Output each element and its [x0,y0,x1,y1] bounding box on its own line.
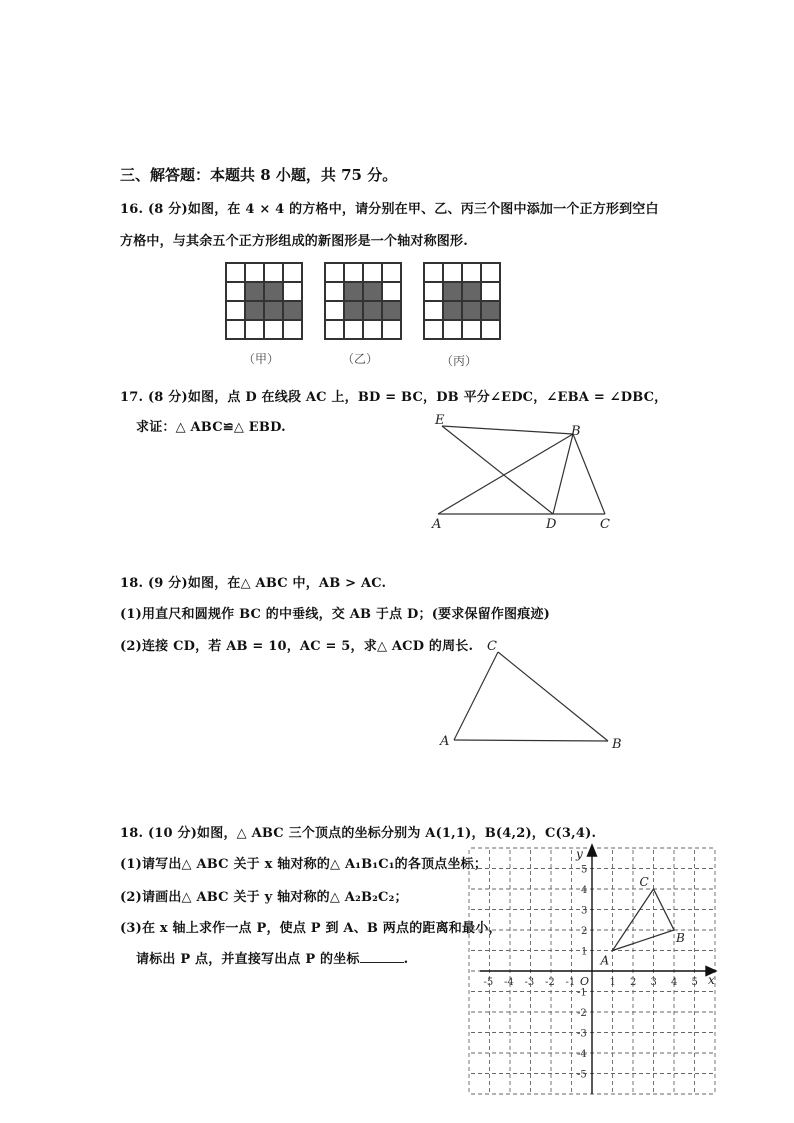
segment-CA [454,652,498,740]
x-tick-label: -1 [565,977,576,988]
y-axis-label: y [576,847,583,861]
y-tick-label: 3 [581,905,588,917]
x-tick-label: -2 [545,977,555,988]
label-B: B [571,424,581,439]
triangle-ABC [613,889,675,951]
q17-line2: 求证：△ ABC≌△ EBD. [136,420,286,435]
y-tick-label: -4 [577,1049,587,1060]
section-header: 三、解答题：本题共 8 小题，共 75 分。 [120,166,398,184]
q18b-line2: (1)请写出△ ABC 关于 x 轴对称的△ A₁B₁C₁的各顶点坐标； [120,857,488,872]
label-B: B [612,737,622,752]
q18a-line1: 18. (9 分)如图，在△ ABC 中，AB > AC. [120,576,387,591]
vertex-label-A: A [600,953,610,968]
q18b-line3: (2)请画出△ ABC 关于 y 轴对称的△ A₂B₂C₂； [120,890,408,905]
y-axis-arrow-icon [588,845,597,856]
label-C: C [487,639,497,654]
segment-CB [498,652,608,741]
x-tick-label: -5 [483,977,494,988]
caption-yi: （乙） [342,352,379,366]
q17-line1: 17. (8 分)如图，点 D 在线段 AC 上，BD = BC，DB 平分∠EDC，∠EBA = ∠DBC， [120,390,668,405]
y-tick-label: -1 [577,987,587,999]
x-tick-label: 1 [609,977,616,988]
q18b-line5-text: 请标出 P 点，并直接写出点 P 的坐标 [136,952,360,967]
q18b-line1: 18. (10 分)如图，△ ABC 三个顶点的坐标分别为 A(1,1)，B(4,2)，C(3,4). [120,826,597,841]
y-tick-label: -3 [577,1028,587,1040]
q18b-line5 [136,948,408,967]
segment-ED [442,426,553,514]
segment-EB [442,426,573,434]
x-tick-label: -4 [504,977,514,988]
q18a-line2: (1)用直尺和圆规作 BC 的中垂线，交 AB 于点 D；(要求保留作图痕迹) [120,607,551,622]
answer-blank [360,950,404,963]
x-tick-label: 3 [650,977,657,988]
label-D: D [546,517,557,532]
y-tick-label: -5 [577,1069,587,1081]
y-tick-label: 4 [581,885,588,896]
y-tick-label: 5 [581,864,588,876]
q17-figure [420,408,620,532]
segment-AB [438,434,573,514]
x-axis-label: x [708,973,715,987]
origin-label: O [580,975,590,988]
segment-BD [553,434,573,514]
segment-BC [573,434,605,514]
x-tick-label: 5 [691,977,698,988]
label-A: A [440,734,450,749]
label-E: E [435,413,445,428]
grid-yi [324,262,402,340]
caption-jia: （甲） [243,352,280,366]
vertex-label-C: C [639,875,649,889]
q18a-figure [430,632,630,756]
q18b-line5-end: . [403,952,409,967]
coordinate-grid [468,842,728,1102]
label-A: A [432,517,442,532]
y-tick-label: 2 [581,926,588,937]
segment-AB [454,740,608,741]
q18b-line4: (3)在 x 轴上求作一点 P，使点 P 到 A、B 两点的距离和最小， [120,921,502,936]
grid-bing [423,262,501,340]
x-tick-label: 4 [671,977,678,988]
q18a-line3: (2)连接 CD，若 AB = 10，AC = 5，求△ ACD 的周长. [120,639,474,654]
x-tick-label: 2 [630,977,637,988]
label-C: C [600,517,610,532]
vertex-label-B: B [676,931,685,945]
q16-line2: 方格中，与其余五个正方形组成的新图形是一个轴对称图形. [120,234,468,249]
y-tick-label: -2 [577,1008,587,1019]
grid-jia [225,262,303,340]
y-tick-label: 1 [581,946,588,958]
x-tick-label: -3 [524,977,535,988]
q16-line1: 16. (8 分)如图，在 4 × 4 的方格中，请分别在甲、乙、丙三个图中添加一个正方形到空白 [120,202,659,217]
caption-bing: （丙） [441,354,478,368]
